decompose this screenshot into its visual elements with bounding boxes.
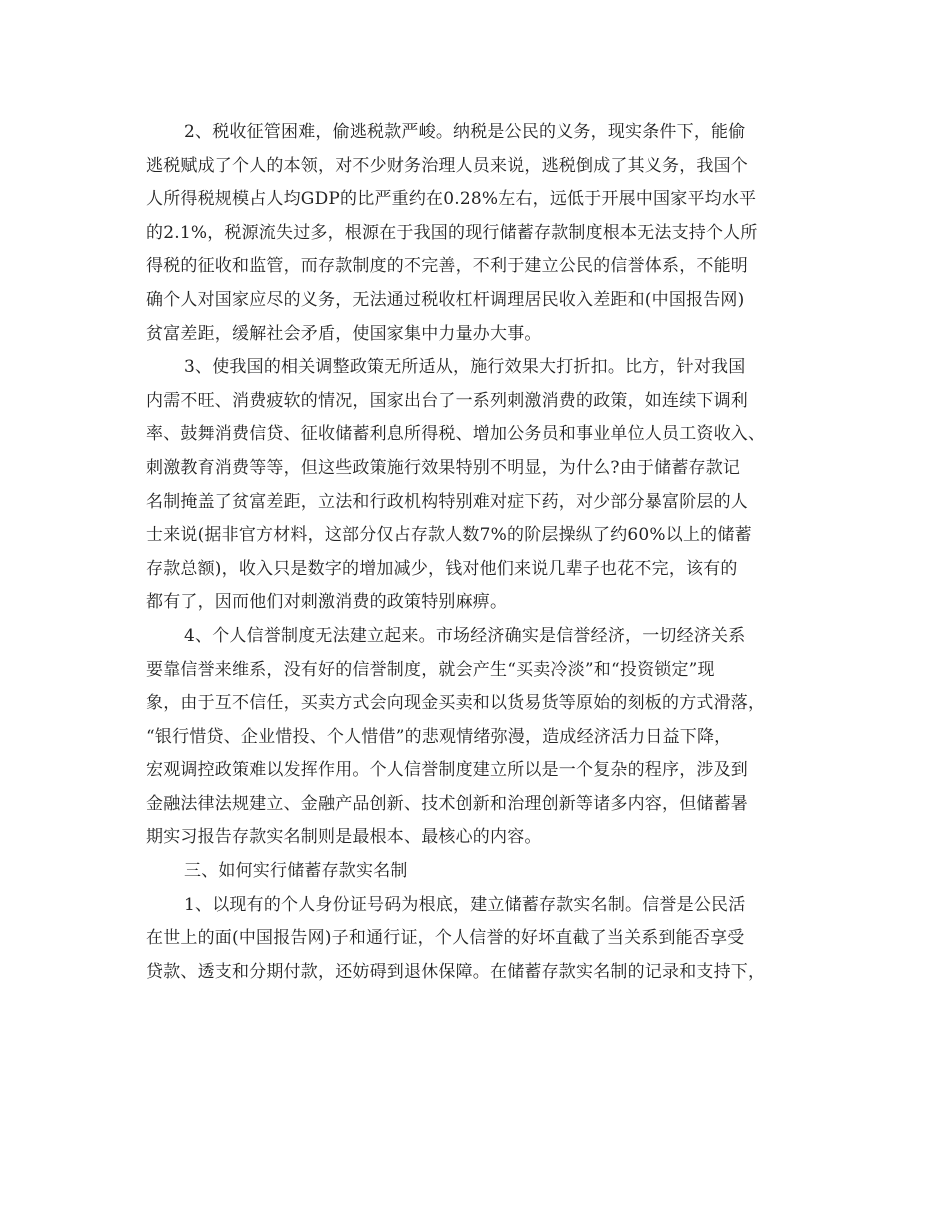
- text-line: 士来说(据非官方材料，这部分仅占存款人数7%的阶层操纵了约60%以上的储蓄: [146, 525, 752, 546]
- text-line: “银行惜贷、企业惜投、个人惜借”的悲观情绪弥漫，造成经济活力日益下降，: [146, 726, 732, 747]
- text-line: 1、以现有的个人身份证号码为根底，建立储蓄存款实名制。信誉是公民活: [184, 894, 746, 915]
- text-line: 得税的征收和监管，而存款制度的不完善，不利于建立公民的信誉体系，不能明: [146, 256, 748, 277]
- text-line: 确个人对国家应尽的义务，无法通过税收杠杆调理居民收入差距和(中国报告网): [146, 289, 745, 310]
- text-line: 宏观调控政策难以发挥作用。个人信誉制度建立所以是一个复杂的程序，涉及到: [146, 760, 748, 781]
- text-line: 贷款、透支和分期付款，还妨碍到退休保障。在储蓄存款实名制的记录和支持下，: [146, 961, 766, 982]
- text-line: 名制掩盖了贫富差距，立法和行政机构特别难对症下药，对少部分暴富阶层的人: [146, 491, 748, 512]
- document-body: [146, 116, 816, 989]
- text-line: 3、使我国的相关调整政策无所适从，施行效果大打折扣。比方，针对我国: [184, 357, 746, 378]
- text-line: 贫富差距，缓解社会矛盾，使国家集中力量办大事。: [146, 323, 542, 344]
- text-line: 2、税收征管困难，偷逃税款严峻。纳税是公民的义务，现实条件下，能偷: [184, 122, 746, 142]
- text-line: 在世上的面(中国报告网)子和通行证，个人信誉的好坏直截了当关系到能否享受: [146, 928, 745, 949]
- text-line: 率、鼓舞消费信贷、征收储蓄利息所得税、增加公务员和事业单位人员工资收入、: [146, 424, 766, 445]
- text-line: 人所得税规模占人均GDP的比严重约在0.28%左右，远低于开展中国家平均水平: [146, 189, 757, 210]
- text-line: 刺激教育消费等等，但这些政策施行效果特别不明显，为什么?由于储蓄存款记: [146, 457, 741, 478]
- text-line: 内需不旺、消费疲软的情况，国家出台了一系列刺激消费的政策，如连续下调利: [146, 390, 748, 411]
- text-line: 4、个人信誉制度无法建立起来。市场经济确实是信誉经济，一切经济关系: [184, 625, 746, 646]
- text-line: 都有了，因而他们对刺激消费的政策特别麻痹。: [146, 592, 508, 613]
- text-line: 逃税赋成了个人的本领，对不少财务治理人员来说，逃税倒成了其义务，我国个: [146, 155, 748, 176]
- text-line: 三、如何实行储蓄存款实名制: [184, 861, 408, 882]
- text-line: 的2.1%，税源流失过多，根源在于我国的现行储蓄存款制度根本无法支持个人所: [146, 222, 758, 243]
- text-line: 象，由于互不信任，买卖方式会向现金买卖和以货易货等原始的刻板的方式滑落，: [146, 693, 766, 714]
- text-line: 存款总额)，收入只是数字的增加减少，钱对他们来说几辈子也花不完，该有的: [146, 558, 738, 579]
- text-line: 金融法律法规建立、金融产品创新、技术创新和治理创新等诸多内容，但储蓄暑: [146, 793, 748, 814]
- text-line: 要靠信誉来维系，没有好的信誉制度，就会产生“买卖冷淡”和“投资锁定”现: [146, 659, 715, 680]
- text-line: 期实习报告存款实名制则是最根本、最核心的内容。: [146, 827, 542, 848]
